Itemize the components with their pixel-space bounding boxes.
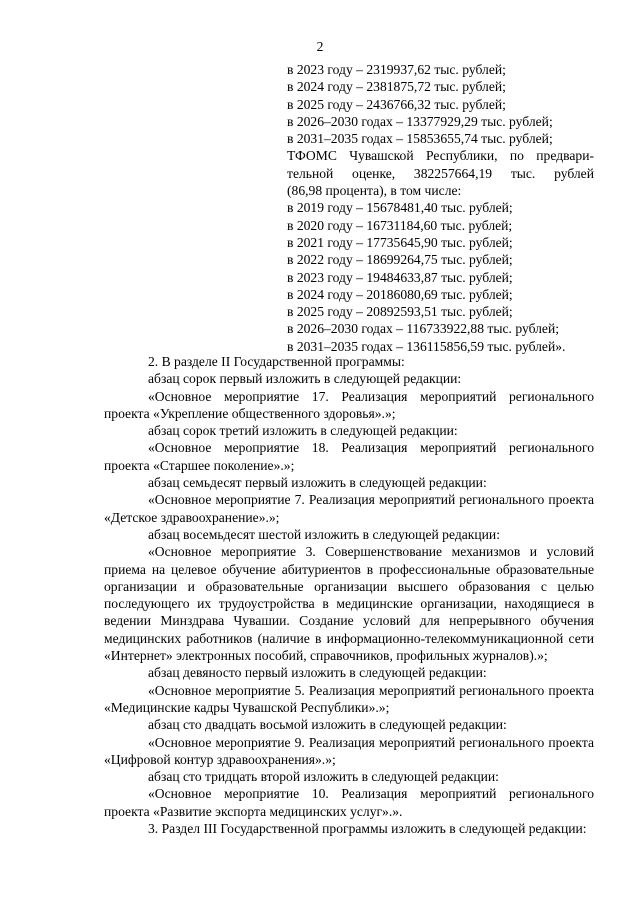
funding-line: в 2031–2035 годах – 136115856,59 тыс. рублей». [287, 338, 566, 354]
tfoms-line: тельной оценке, 382257664,19 тыс. рублей [287, 165, 594, 181]
funding-line: в 2025 году – 20892593,51 тыс. рублей; [287, 304, 513, 320]
funding-line: в 2020 году – 16731184,60 тыс. рублей; [287, 217, 513, 233]
paragraph-instruction: абзац сто двадцать восьмой изложить в следующей редакции: [148, 717, 507, 733]
funding-line: в 2023 году – 2319937,62 тыс. рублей; [287, 62, 506, 77]
funding-line: в 2026–2030 годах – 116733922,88 тыс. рублей; [287, 321, 560, 337]
funding-line: в 2023 году – 19484633,87 тыс. рублей; [287, 269, 513, 285]
section-3-heading: 3. Раздел III Государственной программы изложить в следующей редакции: [148, 821, 587, 837]
funding-line: в 2031–2035 годах – 15853655,74 тыс. рублей; [287, 131, 553, 147]
funding-line: в 2024 году – 20186080,69 тыс. рублей; [287, 286, 513, 302]
paragraph-instruction: абзац сорок первый изложить в следующей редакции: [148, 371, 462, 387]
funding-line: в 2024 году – 2381875,72 тыс. рублей; [287, 79, 506, 95]
tfoms-line: (86,98 процента), в том числе: [287, 183, 462, 199]
paragraph-instruction: абзац семьдесят первый изложить в следующей редакции: [148, 475, 487, 491]
tfoms-line: ТФОМС Чувашской Республики, по предвари- [287, 148, 594, 164]
paragraph-new-text: «Основное мероприятие 17. Реализация мероприятий регионального проекта «Укрепление общественного здоровья».»; [104, 388, 594, 421]
funding-line: в 2019 году – 15678481,40 тыс. рублей; [287, 200, 513, 216]
funding-line: в 2021 году – 17735645,90 тыс. рублей; [287, 234, 513, 250]
paragraph-instruction: абзац восемьдесят шестой изложить в следующей редакции: [148, 526, 500, 542]
section-2-heading: 2. В разделе II Государственной программы: [148, 354, 405, 369]
paragraph-new-text: «Основное мероприятие 9. Реализация мероприятий регионального проекта «Цифровой контур здравоохранения».»; [104, 734, 594, 767]
funding-list [287, 61, 594, 355]
document-body [104, 353, 594, 837]
funding-line: в 2022 году – 18699264,75 тыс. рублей; [287, 252, 513, 268]
paragraph-new-text: «Основное мероприятие 3. Совершенствование механизмов и условий приема на целевое обучение абитуриентов в профессиональные образовательные организации и образовательные организации высшего образования с целью последующего их трудоустройства в медицинские организации, находящиеся в ведении Минздрава Чувашии. Создание условий для непрерывного обучения медицинских работников (наличие в информационно-телекоммуникационной сети «Интернет» электронных пособий, справочников, профильных журналов).»; [104, 544, 594, 664]
paragraph-new-text: «Основное мероприятие 7. Реализация мероприятий регионального проекта «Детское здравоохранение».»; [104, 492, 594, 525]
paragraph-new-text: «Основное мероприятие 10. Реализация мероприятий регионального проекта «Развитие экспорта медицинских услуг».». [104, 786, 594, 819]
paragraph-new-text: «Основное мероприятие 18. Реализация мероприятий регионального проекта «Старшее поколение».»; [104, 440, 594, 473]
page-number: 2 [316, 39, 324, 54]
funding-line: в 2025 году – 2436766,32 тыс. рублей; [287, 96, 506, 112]
paragraph-instruction: абзац девяносто первый изложить в следующей редакции: [148, 665, 487, 681]
paragraph-instruction: абзац сорок третий изложить в следующей редакции: [148, 423, 458, 439]
funding-line: в 2026–2030 годах – 13377929,29 тыс. рублей; [287, 113, 553, 129]
paragraph-new-text: «Основное мероприятие 5. Реализация мероприятий регионального проекта «Медицинские кадры Чувашской Республики».»; [104, 682, 594, 715]
paragraph-instruction: абзац сто тридцать второй изложить в следующей редакции: [148, 769, 499, 785]
